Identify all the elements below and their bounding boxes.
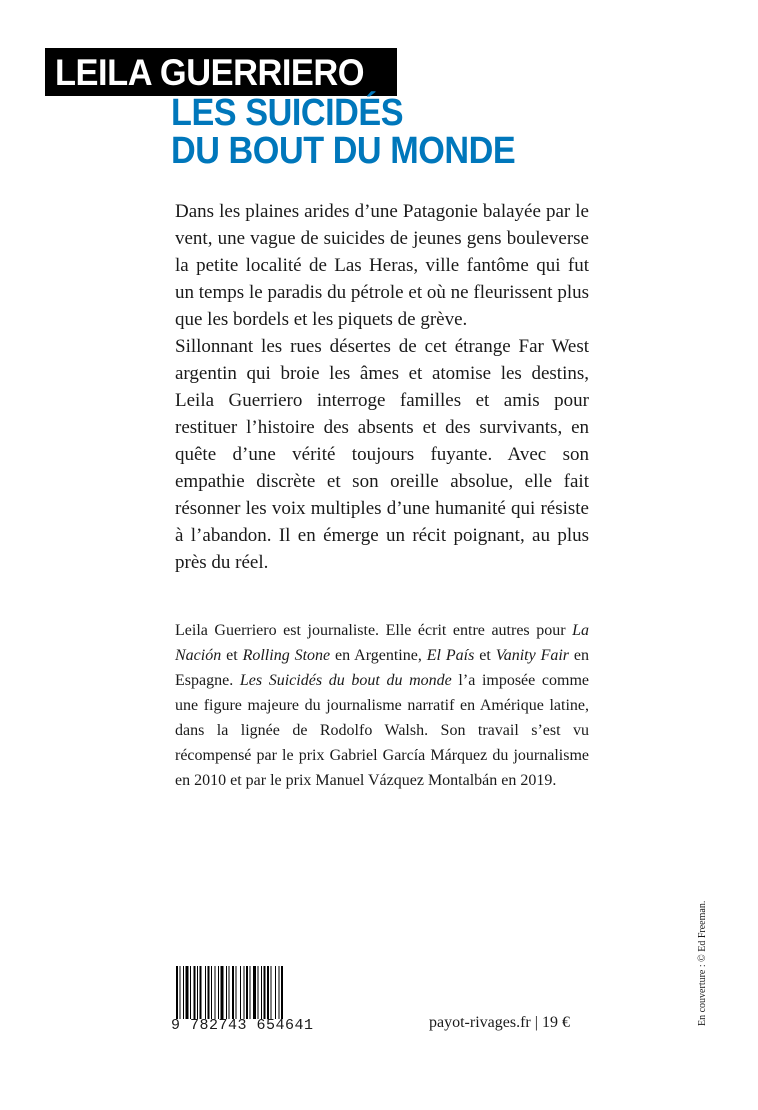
author-banner bbox=[45, 48, 397, 96]
bio-italic: La Nación bbox=[175, 622, 589, 664]
title-line-1: LES SUICIDÉS bbox=[171, 92, 404, 134]
bio-text: et bbox=[221, 647, 243, 664]
publisher-price: payot-rivages.fr | 19 € bbox=[429, 1014, 570, 1031]
bio-text: Leila Guerriero est journaliste. Elle écrit entre autres pour bbox=[175, 622, 573, 639]
author-bio bbox=[175, 618, 589, 793]
bio-text: en Espagne. bbox=[175, 647, 590, 689]
blurb bbox=[175, 198, 589, 576]
bio-italic: El País bbox=[426, 647, 475, 664]
title-line-2: DU BOUT DU MONDE bbox=[171, 130, 516, 172]
barcode bbox=[175, 966, 332, 1019]
cover-credit: En couverture : © Ed Freeman. bbox=[697, 900, 708, 1026]
blurb-paragraph-1: Dans les plaines arides d’une Patagonie balayée par le vent, une vague de suicides de jeunes gens bouleverse la petite localité de Las Heras, ville fantôme qui fut un temps le paradis du pétrole et où ne fleurissent plus que les bordels et les piquets de grève. bbox=[175, 201, 589, 330]
author-name: LEILA GUERRIERO bbox=[55, 52, 365, 93]
bio-text: en Argentine, bbox=[330, 647, 427, 664]
bio-italic: Les Suicidés du bout du monde bbox=[239, 672, 452, 689]
blurb-paragraph-2: Sillonnant les rues désertes de cet étrange Far West argentin qui broie les âmes et atomise les destins, Leila Guerriero interroge familles et amis pour restituer l’histoire des absents et des survivants, en quête d’une vérité toujours fuyante. Avec son empathie discrète et son oreille absolue, elle fait résonner les voix multiples d’une humanité qui résiste à l’abandon. Il en émerge un récit poignant, au plus près du réel. bbox=[175, 336, 589, 573]
bio-italic: Rolling Stone bbox=[242, 647, 331, 664]
book-title bbox=[171, 94, 554, 170]
isbn-number: 9 782743 654641 bbox=[171, 1017, 314, 1034]
bio-text: et bbox=[474, 647, 496, 664]
barcode-graphic bbox=[175, 966, 332, 1019]
bio-text: l’a imposée comme une figure majeure du journalisme narratif en Amérique latine, dans la lignée de Rodolfo Walsh. Son travail s’est vu récompensé par le prix Gabriel García Márquez du journalisme en 2010 et par le prix Manuel Vázquez Montalbán en 2019. bbox=[175, 672, 590, 789]
bio-italic: Vanity Fair bbox=[495, 647, 570, 664]
